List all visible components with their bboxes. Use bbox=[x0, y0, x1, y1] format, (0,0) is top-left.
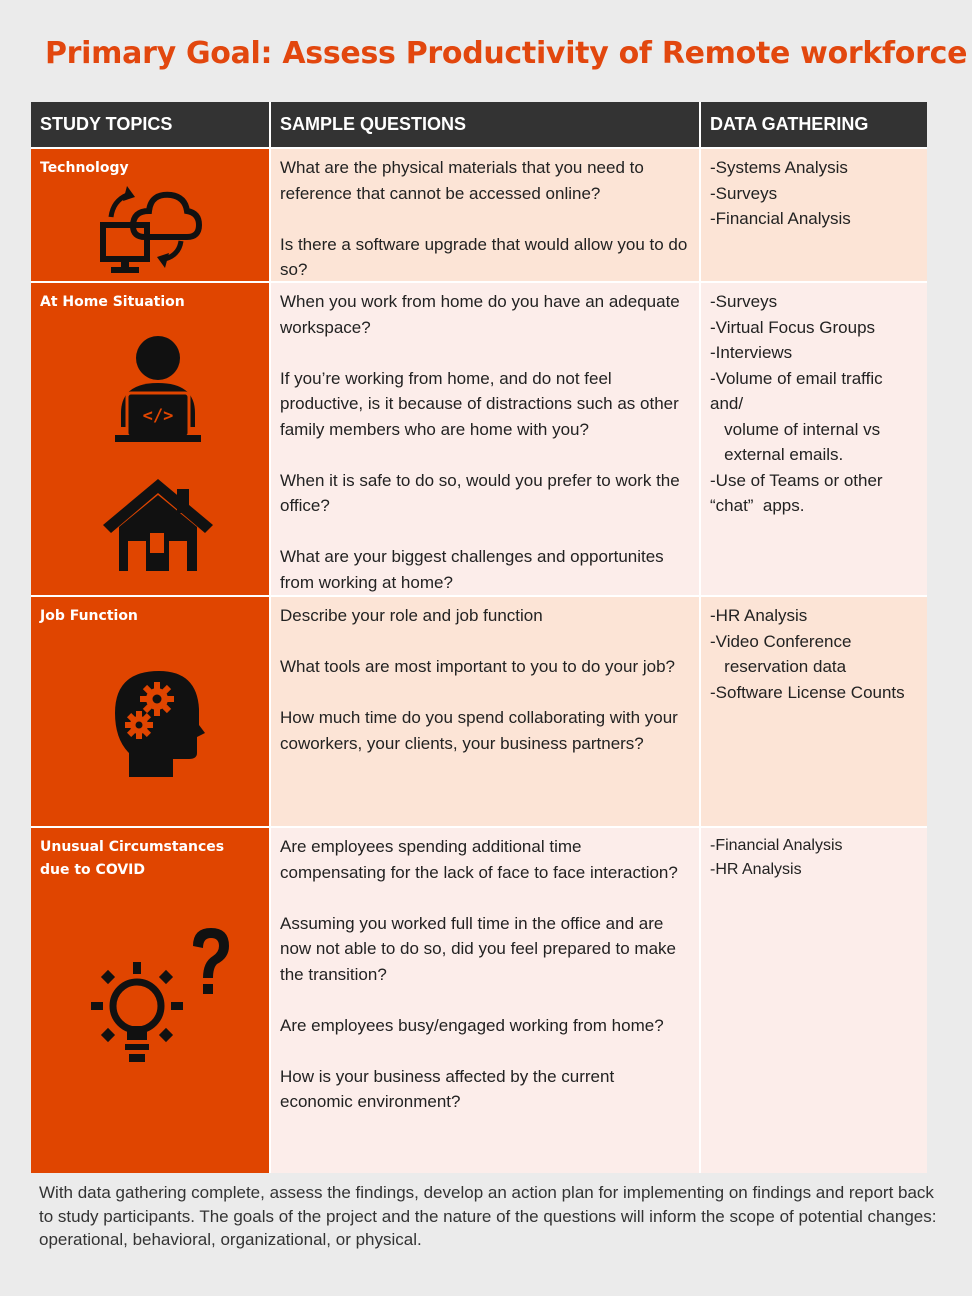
source-item: -Interviews bbox=[710, 343, 793, 362]
source-item: -Financial Analysis bbox=[710, 837, 843, 854]
page-title: Primary Goal: Assess Productivity of Remote workforce bbox=[45, 36, 968, 71]
source-item: -Software License Counts bbox=[710, 682, 905, 702]
source-item: -Virtual Focus Groups bbox=[710, 317, 876, 337]
question-item: What are your biggest challenges and opportunites from working at home? bbox=[280, 547, 664, 592]
sources-technology bbox=[701, 147, 927, 281]
source-item: -Use of Teams or other bbox=[710, 470, 883, 490]
footer-note: With data gathering complete, assess the findings, develop an action plan for implementing on findings and report back to study participants. The goals of the project and the nature of the questions will inform the scope of potential changes: operational, behavioral, organizational, or physical. bbox=[39, 1183, 937, 1249]
source-item: reservation data bbox=[710, 657, 847, 676]
house-icon bbox=[101, 475, 215, 573]
questions-job-function bbox=[271, 595, 701, 826]
source-item: -Surveys bbox=[710, 292, 778, 311]
question-item: If you’re working from home, and do not feel productive, is it because of distractions such as other family members who are home with you? bbox=[280, 368, 679, 439]
question-item: How is your business affected by the current economic environment? bbox=[280, 1066, 615, 1111]
source-item: and/ bbox=[710, 394, 744, 413]
source-item: “chat” apps. bbox=[710, 496, 805, 515]
sources-job-function bbox=[701, 595, 927, 826]
topic-at-home-situation bbox=[31, 281, 271, 595]
question-item: What tools are most important to you to do your job? bbox=[280, 657, 675, 676]
source-item: -Volume of email traffic bbox=[710, 368, 883, 388]
study-table bbox=[31, 102, 927, 1173]
question-item: When you work from home do you have an adequate workspace? bbox=[280, 292, 680, 337]
lightbulb-question-icon bbox=[89, 922, 235, 1072]
topic-job-function bbox=[31, 595, 271, 826]
topic-technology bbox=[31, 147, 271, 281]
topic-unusual-circumstances bbox=[31, 826, 271, 1173]
source-item: -Financial Analysis bbox=[710, 209, 851, 228]
header-data-gathering: DATA GATHERING bbox=[701, 102, 927, 147]
source-item: -HR Analysis bbox=[710, 861, 802, 878]
source-item: -Systems Analysis bbox=[710, 158, 848, 177]
person-laptop-icon bbox=[113, 335, 203, 443]
source-item: -HR Analysis bbox=[710, 606, 808, 625]
head-gears-icon bbox=[109, 667, 205, 779]
questions-at-home-situation bbox=[271, 281, 701, 595]
question-item: Describe your role and job function bbox=[280, 606, 543, 625]
header-sample-questions: SAMPLE QUESTIONS bbox=[271, 102, 701, 147]
topic-label: Job Function bbox=[40, 608, 138, 624]
question-item: What are the physical materials that you need to reference that cannot be accessed online? bbox=[280, 158, 644, 203]
question-item: Are employees busy/engaged working from home? bbox=[280, 1015, 664, 1035]
topic-label: Technology bbox=[40, 160, 129, 176]
computer-cloud-sync-icon bbox=[99, 171, 205, 275]
question-item: Are employees spending additional time compensating for the lack of face to face interaction? bbox=[280, 837, 678, 882]
question-item: How much time do you spend collaborating with your coworkers, your clients, your business partners? bbox=[280, 708, 678, 753]
questions-unusual-circumstances bbox=[271, 826, 701, 1173]
header-study-topics: STUDY TOPICS bbox=[31, 102, 271, 147]
question-item: Is there a software upgrade that would allow you to do so? bbox=[280, 234, 688, 279]
source-item: external emails. bbox=[710, 445, 844, 464]
source-item: -Video Conference bbox=[710, 631, 852, 651]
source-item: volume of internal vs bbox=[710, 419, 881, 439]
question-item: Assuming you worked full time in the office and are now not able to do so, did you feel prepared to make the transition? bbox=[280, 913, 676, 984]
sources-unusual-circumstances bbox=[701, 826, 927, 1173]
question-item: When it is safe to do so, would you prefer to work the office? bbox=[280, 470, 680, 515]
topic-label: Unusual Circumstances due to COVID bbox=[40, 839, 225, 878]
sources-at-home-situation bbox=[701, 281, 927, 595]
questions-technology bbox=[271, 147, 701, 281]
topic-label: At Home Situation bbox=[40, 294, 185, 310]
svg-text:</>: </> bbox=[142, 406, 174, 426]
source-item: -Surveys bbox=[710, 183, 778, 203]
